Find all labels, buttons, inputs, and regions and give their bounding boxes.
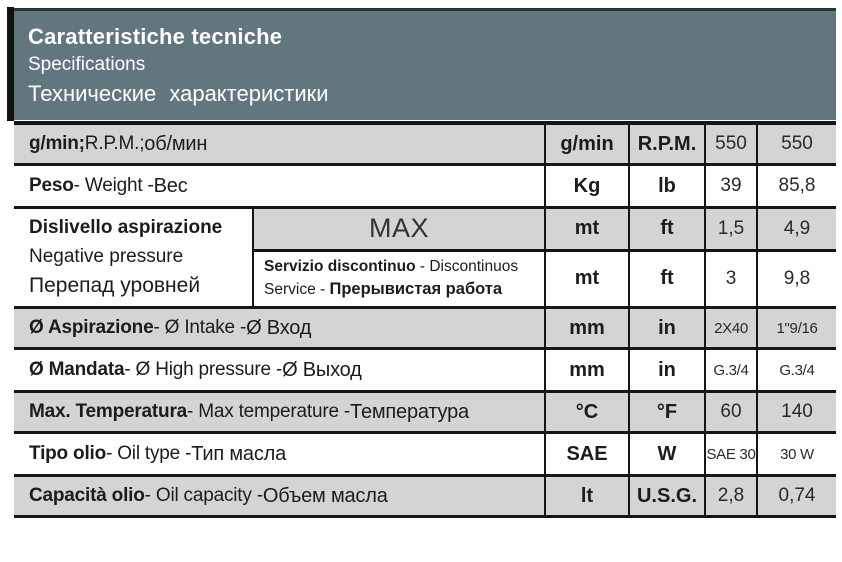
imperial-unit-cell: in xyxy=(628,309,704,347)
imperial-value-cell: G.3/4 xyxy=(756,350,836,390)
spec-row-outlet-diameter xyxy=(14,350,836,393)
imperial-value-cell: 1"9/16 xyxy=(756,309,836,347)
sub-row-intermittent-service xyxy=(254,252,836,306)
row-label xyxy=(14,350,544,390)
spec-row-max-temperature xyxy=(14,393,836,434)
header-title-english: Specifications xyxy=(28,54,146,75)
label-russian: Температура xyxy=(350,400,469,423)
row-label xyxy=(14,309,544,347)
spec-table xyxy=(14,121,836,518)
spec-row-weight xyxy=(14,166,836,209)
spec-row-oil-capacity xyxy=(14,477,836,518)
label-english: - Ø High pressure - xyxy=(124,359,283,380)
label-italian: Ø Mandata xyxy=(29,359,125,380)
metric-unit-cell: °C xyxy=(544,393,628,431)
metric-value-cell: 39 xyxy=(704,166,756,206)
metric-unit-cell: mt xyxy=(544,209,628,249)
row-label xyxy=(14,393,544,431)
imperial-value-cell: 140 xyxy=(756,393,836,431)
label-russian: Объем масла xyxy=(262,484,388,507)
row-label xyxy=(14,166,544,206)
imperial-value-cell: 30 W xyxy=(756,434,836,474)
row-label xyxy=(14,209,252,306)
label-russian: Вес xyxy=(153,174,188,197)
label-russian: Перепад уровней xyxy=(29,274,201,297)
label-english: - Weight - xyxy=(73,175,154,196)
row-label xyxy=(14,434,544,474)
imperial-value-cell: 4,9 xyxy=(756,209,836,249)
imperial-value-cell: 9,8 xyxy=(756,252,836,306)
imperial-unit-cell: ft xyxy=(628,252,704,306)
label-english: - Oil capacity - xyxy=(144,485,263,506)
metric-value-cell: 2X40 xyxy=(704,309,756,347)
label-russian: Тип масла xyxy=(191,442,287,465)
row-label xyxy=(14,125,544,163)
label-english: R.P.M.; xyxy=(84,133,145,154)
max-label: MAX xyxy=(368,213,429,244)
label-italian: Max. Temperatura xyxy=(29,401,188,422)
service-label xyxy=(254,252,544,306)
imperial-unit-cell: °F xyxy=(628,393,704,431)
imperial-value-cell: 550 xyxy=(756,125,836,163)
metric-unit-cell: mt xyxy=(544,252,628,306)
imperial-unit-cell: W xyxy=(628,434,704,474)
label-russian: Прерывистая работа xyxy=(329,280,503,299)
sub-rows xyxy=(252,209,836,306)
imperial-unit-cell: in xyxy=(628,350,704,390)
label-english: Negative pressure xyxy=(29,245,184,267)
imperial-value-cell: 0,74 xyxy=(756,477,836,515)
spec-row-intake-diameter xyxy=(14,309,836,350)
metric-unit-cell: g/min xyxy=(544,125,628,163)
label-english: - Max temperature - xyxy=(187,401,351,422)
spec-row-flow-rpm xyxy=(14,125,836,166)
label-english: - Oil type - xyxy=(106,443,192,464)
metric-unit-cell: mm xyxy=(544,309,628,347)
sub-row-max xyxy=(254,209,836,252)
metric-value-cell: SAE 30 xyxy=(704,434,756,474)
label-italian: Ø Aspirazione xyxy=(29,317,154,338)
label-russian: Ø Вход xyxy=(246,316,312,339)
label-russian: об/мин xyxy=(144,132,208,155)
metric-unit-cell: Kg xyxy=(544,166,628,206)
spec-row-negative-pressure xyxy=(14,209,836,309)
label-russian: Ø Выход xyxy=(282,358,362,381)
metric-value-cell: G.3/4 xyxy=(704,350,756,390)
spec-row-oil-type xyxy=(14,434,836,477)
imperial-unit-cell: R.P.M. xyxy=(628,125,704,163)
metric-value-cell: 550 xyxy=(704,125,756,163)
label-italian: Capacità olio xyxy=(29,485,145,506)
metric-unit-cell: mm xyxy=(544,350,628,390)
label-english: - Ø Intake - xyxy=(153,317,247,338)
imperial-unit-cell: lb xyxy=(628,166,704,206)
label-italian: Servizio discontinuo xyxy=(264,257,416,275)
left-edge-rule xyxy=(7,7,14,121)
header-band xyxy=(14,8,836,120)
label-italian: Peso xyxy=(29,175,74,196)
row-label xyxy=(14,477,544,515)
imperial-unit-cell: U.S.G. xyxy=(628,477,704,515)
header-title-russian: Технические характеристики xyxy=(28,81,329,106)
label-italian: g/min; xyxy=(29,133,85,154)
label-english: - Discontinuos Service - xyxy=(264,257,519,299)
label-italian: Tipo olio xyxy=(29,443,107,464)
imperial-unit-cell: ft xyxy=(628,209,704,249)
metric-unit-cell: lt xyxy=(544,477,628,515)
imperial-value-cell: 85,8 xyxy=(756,166,836,206)
metric-value-cell: 2,8 xyxy=(704,477,756,515)
metric-unit-cell: SAE xyxy=(544,434,628,474)
metric-value-cell: 3 xyxy=(704,252,756,306)
metric-value-cell: 1,5 xyxy=(704,209,756,249)
label-italian: Dislivello aspirazione xyxy=(29,217,223,238)
header-title-italian: Caratteristiche tecniche xyxy=(28,24,283,49)
metric-value-cell: 60 xyxy=(704,393,756,431)
